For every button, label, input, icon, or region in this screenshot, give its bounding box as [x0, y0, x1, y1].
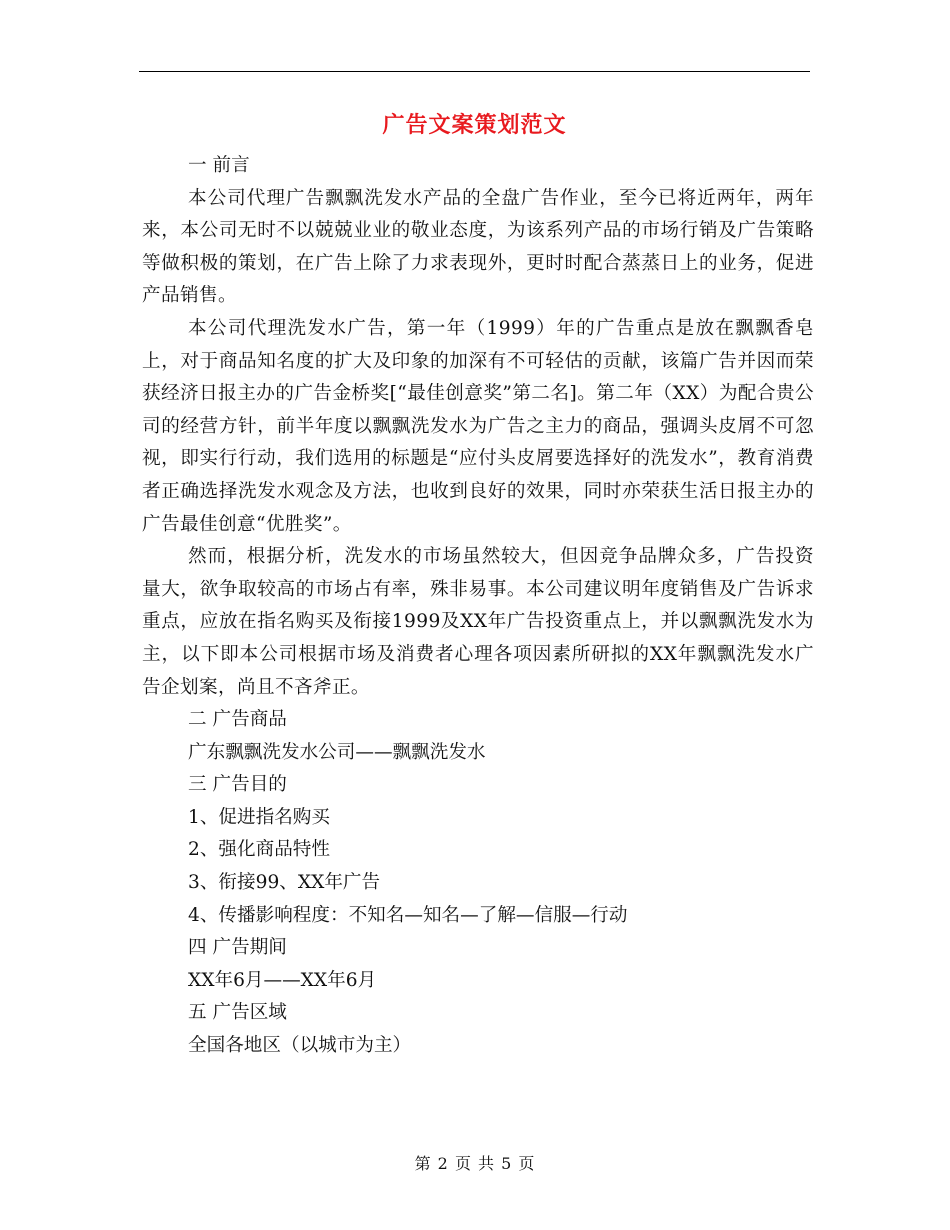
body-paragraph: 本公司代理洗发水广告，第一年（1999）年的广告重点是放在飘飘香皂上，对于商品知名度的扩大及印象的加深有不可轻估的贡献，该篇广告并因而荣获经济日报主办的广告金桥奖[“最佳创意奖”第二名]。第二年（XX）为配合贵公司的经营方针，前半年度以飘飘洗发水为广告之主力的商品，强调头皮屑不可忽视，即实行行动，我们选用的标题是“应付头皮屑要选择好的洗发水”，教育消费者正确选择洗发水观念及方法，也收到良好的效果，同时亦荣获生活日报主办的广告最佳创意“优胜奖”。	[142, 317, 814, 535]
body-line: 广东飘飘洗发水公司——飘飘洗发水	[188, 741, 486, 763]
section-heading-period: 四 广告期间	[188, 937, 287, 959]
page-number: 第 2 页 共 5 页	[414, 1154, 536, 1173]
section-heading-product: 二 广告商品	[188, 709, 287, 731]
list-item: 3、衔接99、XX年广告	[188, 872, 381, 894]
body-line: 全国各地区（以城市为主）	[188, 1035, 412, 1057]
list-item: 1、促进指名购买	[188, 806, 330, 828]
body-paragraph: 然而，根据分析，洗发水的市场虽然较大，但因竞争品牌众多，广告投资量大，欲争取较高的市场占有率，殊非易事。本公司建议明年度销售及广告诉求重点，应放在指名购买及衔接1999及XX年广告投资重点上，并以飘飘洗发水为主，以下即本公司根据市场及消费者心理各项因素所研拟的XX年飘飘洗发水广告企划案，尚且不吝斧正。	[142, 546, 814, 698]
list-item: 4、传播影响程度：不知名—知名—了解—信服—行动	[188, 904, 628, 926]
document-title: 广告文案策划范文	[382, 112, 567, 138]
document-body	[142, 150, 814, 1063]
header-rule	[139, 71, 810, 72]
body-paragraph: 本公司代理广告飘飘洗发水产品的全盘广告作业，至今已将近两年，两年来，本公司无时不以兢兢业业的敬业态度，为该系列产品的市场行销及广告策略等做积极的策划，在广告上除了力求表现外，更时时配合蒸蒸日上的业务，促进产品销售。	[142, 187, 814, 307]
section-heading-purpose: 三 广告目的	[188, 774, 287, 796]
list-item: 2、强化商品特性	[188, 839, 330, 861]
body-line: XX年6月——XX年6月	[188, 969, 377, 991]
section-heading-region: 五 广告区域	[188, 1002, 287, 1024]
section-heading-preface: 一 前言	[188, 155, 250, 176]
